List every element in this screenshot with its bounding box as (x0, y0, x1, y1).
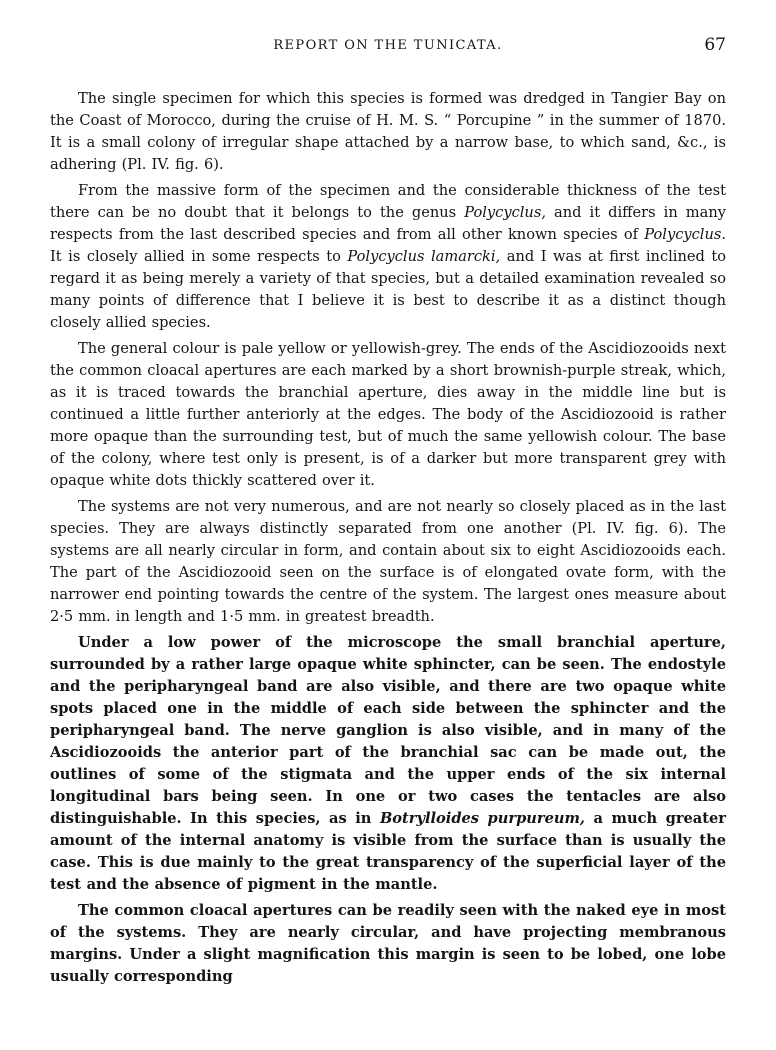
page-number: 67 (704, 35, 726, 55)
paragraph-text: The common cloacal apertures can be readily seen with the naked eye in most of the systems. They are nearly circular, and have projecting membranous margins. Under a slight magnification this margin is seen to be lobed, one lobe usually corresponding (50, 902, 726, 985)
paragraph-text: and it differs in many respects from the last described species and from all other known species of (50, 204, 726, 243)
running-title: REPORT ON THE TUNICATA. (273, 38, 503, 53)
paragraph-3 (50, 338, 726, 492)
paragraph-6 (50, 900, 726, 988)
paragraph-text: It is closely allied in some respects to (50, 248, 348, 265)
paragraph-1 (50, 88, 726, 176)
paragraph-text: The single specimen for which this species is formed was dredged in Tangier Bay on the Coast of Morocco, during the cruise of H. M. S. “ Porcupine ” in the summer of 1870. It is a small colony of irregular shape attached by a narrow base, to which sand, &c., is adhering (Pl. IV. fig. 6). (50, 90, 726, 173)
paragraph-text: From the massive form of the specimen and the considerable thickness of the test there can be no doubt that it belongs to the genus (50, 182, 726, 221)
paragraph-text: and I was at first inclined to regard it as being merely a variety of that species, but a detailed examination revealed so many points of difference that I believe it is best to describe it as a distinct though closely allied species. (50, 248, 727, 331)
paragraph-5 (50, 632, 726, 896)
genus-name: Polycyclus, (464, 204, 546, 221)
paragraph-text: The general colour is pale yellow or yellowish-grey. The ends of the Ascidiozooids next the common cloacal apertures are each marked by a short brownish-purple streak, which, as it is traced towards the branchial aperture, dies away in the middle line but is continued a little further anteriorly at the edges. The body of the Ascidiozooid is rather more opaque than the surrounding test, but of much the same yellowish colour. The base of the colony, where test only is present, is of a darker but more transparent grey with opaque white dots thickly scattered over it. (50, 340, 726, 489)
species-name: Polycyclus lamarcki, (347, 248, 501, 265)
genus-name: Polycyclus. (644, 226, 726, 243)
paragraph-text: a much greater amount of the internal anatomy is visible from the surface than is usually the case. This is due mainly to the great transparency of the superficial layer of the test and the absence of pigment in the mantle. (50, 810, 726, 893)
running-header (50, 35, 726, 64)
paragraph-2 (50, 180, 726, 334)
body-text (50, 88, 726, 988)
paragraph-4 (50, 496, 726, 628)
paragraph-text: Under a low power of the microscope the small branchial aperture, surrounded by a rather large opaque white sphincter, can be seen. The endostyle and the peripharyngeal band are also visible, and there are two opaque white spots placed one in the middle of each side between the sphincter and the peripharyngeal band. The nerve ganglion is also visible, and in many of the Ascidiozooids the anterior part of the branchial sac can be made out, the outlines of some of the stigmata and the upper ends of the six internal longitudinal bars being seen. In one or two cases the tentacles are also distinguishable. In this species, as in (50, 634, 726, 827)
species-name: Botrylloides purpureum, (379, 810, 585, 827)
paragraph-text: The systems are not very numerous, and are not nearly so closely placed as in the last species. They are always distinctly separated from one another (Pl. IV. fig. 6). The systems are all nearly circular in form, and contain about six to eight Ascidiozooids each. The part of the Ascidiozooid seen on the surface is of elongated ovate form, with the narrower end pointing towards the centre of the system. The largest ones measure about 2·5 mm. in length and 1·5 mm. in greatest breadth. (50, 498, 726, 625)
